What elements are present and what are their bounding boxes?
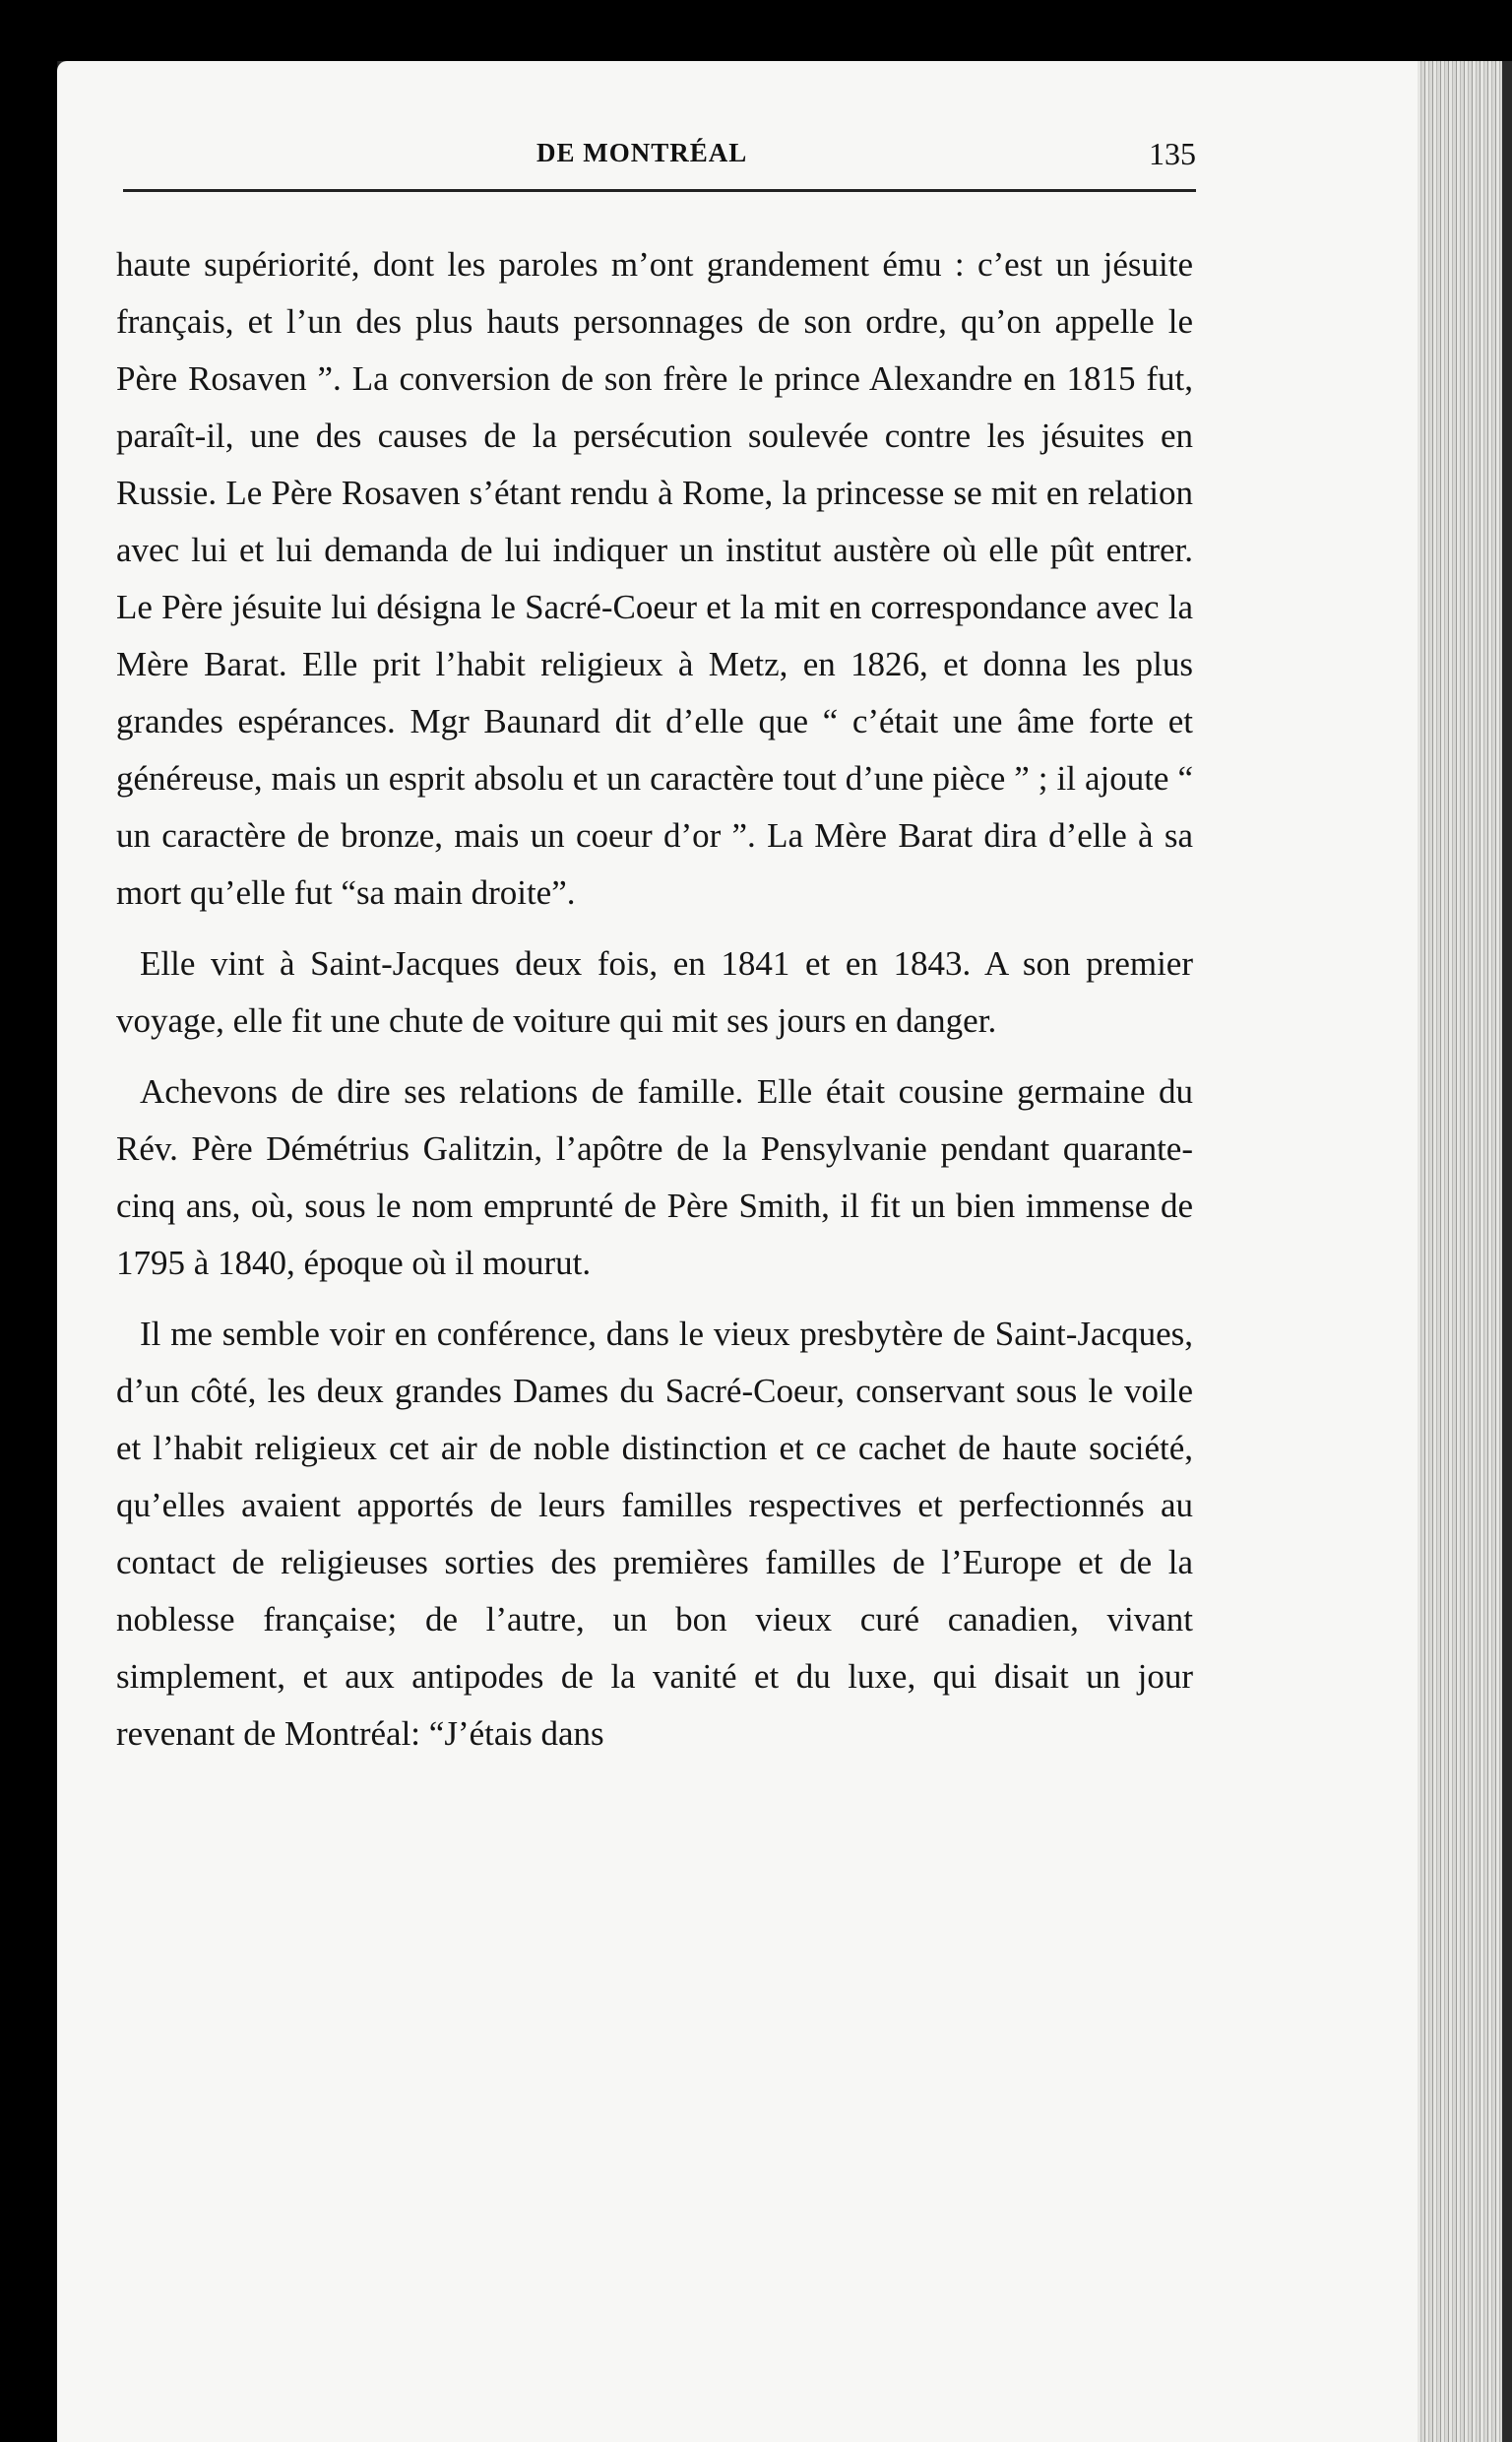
running-title: DE MONTRÉAL: [536, 138, 748, 167]
page-header: [123, 130, 1196, 189]
page-edges: [1418, 61, 1512, 2442]
body-text: [116, 236, 1193, 1763]
paragraph: Elle vint à Saint-Jacques deux fois, en 1841 et en 1843. A son premier voyage, elle fit une chute de voiture qui mit ses jours en danger.: [116, 944, 1193, 1040]
paragraph: Achevons de dire ses relations de famille. Elle était cousine germaine du Rév. Père Démétrius Galitzin, l’apôtre de la Pensylvanie pendant quarante-cinq ans, où, sous le nom emprunté de Père Smith, il fit un bien immense de 1795 à 1840, époque où il mourut.: [116, 1072, 1193, 1282]
paragraph: Il me semble voir en conférence, dans le vieux presbytère de Saint-Jacques, d’un côté, les deux grandes Dames du Sacré-Coeur, conservant sous le voile et l’habit religieux cet air de noble distinction et ce cachet de haute société, qu’elles avaient apportés de leurs familles respectives et perfectionnés au contact de religieuses sorties des premières familles de l’Europe et de la noblesse française; de l’autre, un bon vieux curé canadien, vivant simplement, et aux antipodes de la vanité et du luxe, qui disait un jour revenant de Montréal: “J’étais dans: [116, 1315, 1193, 1753]
header-rule: [123, 189, 1196, 192]
paragraph: haute supériorité, dont les paroles m’ont grandement ému : c’est un jésuite français, et l’un des plus hauts personnages de son ordre, qu’on appelle le Père Rosaven ”. La conversion de son frère le prince Alexandre en 1815 fut, paraît-il, une des causes de la persécution soulevée contre les jésuites en Russie. Le Père Rosaven s’étant rendu à Rome, la princesse se mit en relation avec lui et lui demanda de lui indiquer un institut austère où elle pût entrer. Le Père jésuite lui désigna le Sacré-Coeur et la mit en correspondance avec la Mère Barat. Elle prit l’habit religieux à Metz, en 1826, et donna les plus grandes espérances. Mgr Baunard dit d’elle que “ c’était une âme forte et généreuse, mais un esprit absolu et un caractère tout d’une pièce ” ; il ajoute “ un caractère de bronze, mais un coeur d’or ”. La Mère Barat dira d’elle à sa mort qu’elle fut “sa main droite”.: [116, 245, 1193, 912]
page-number: 135: [1149, 136, 1196, 171]
